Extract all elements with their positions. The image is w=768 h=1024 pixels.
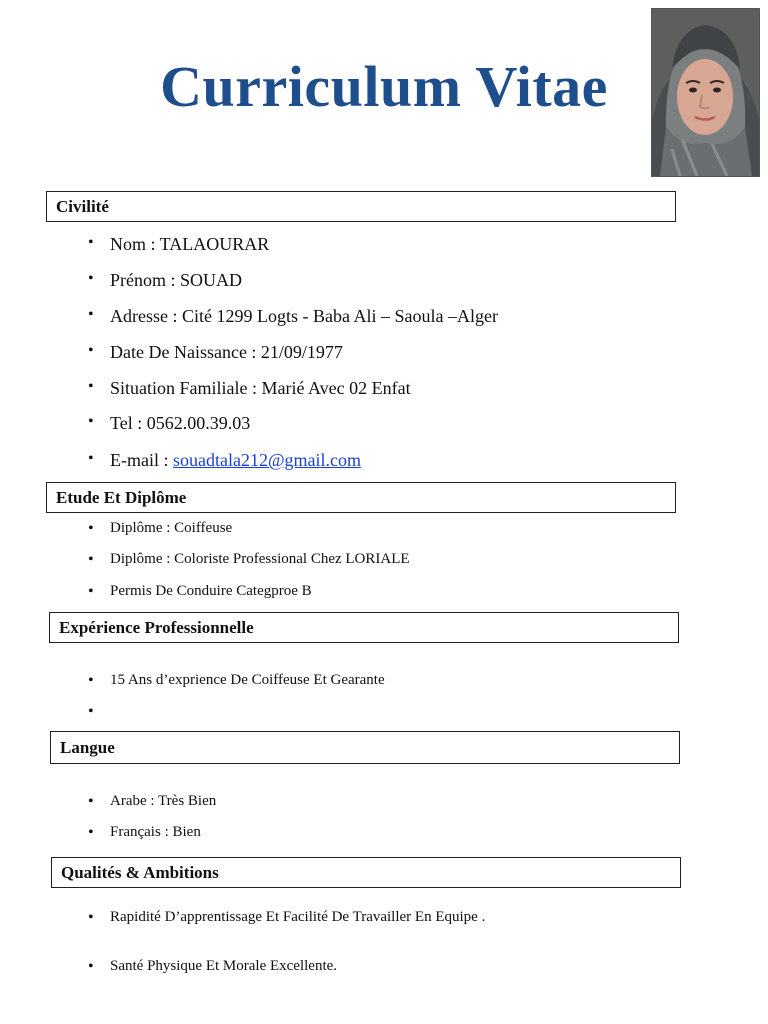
section-heading-etude: Etude Et Diplôme [46,482,676,513]
list-item: • Arabe : Très Bien [88,793,217,810]
section-heading-langue: Langue [50,731,680,764]
list-item: • Santé Physique Et Morale Excellente. [88,958,338,975]
list-item: • Prénom : SOUAD [88,270,243,290]
section-heading-qualites: Qualités & Ambitions [51,857,681,888]
section-heading-civilite: Civilité [46,191,676,222]
list-item: • Date De Naissance : 21/09/1977 [88,342,343,362]
list-item: • 15 Ans d’exprience De Coiffeuse Et Gearante [88,672,385,689]
list-item: • Diplôme : Coiffeuse [88,520,233,537]
list-item: • Situation Familiale : Marié Avec 02 Enfat [88,378,411,398]
page-title: Curriculum Vitae [160,54,608,119]
list-item: • Diplôme : Coloriste Professional Chez LORIALE [88,551,410,568]
list-item: • Français : Bien [88,824,201,841]
list-item: • Adresse : Cité 1299 Logts - Baba Ali – Saoula –Alger [88,306,498,326]
email-link[interactable]: souadtala212@gmail.com [172,450,362,470]
section-heading-experience: Expérience Professionnelle [49,612,679,643]
profile-photo [651,8,760,177]
list-item: • Nom : TALAOURAR [88,234,270,254]
list-item: • Rapidité D’apprentissage Et Facilité De Travailler En Equipe . [88,909,486,926]
list-item: • Permis De Conduire Categproe B [88,583,312,600]
list-item: • E-mail : souadtala212@gmail.com [88,450,362,470]
list-item: • Tel : 0562.00.39.03 [88,413,251,433]
